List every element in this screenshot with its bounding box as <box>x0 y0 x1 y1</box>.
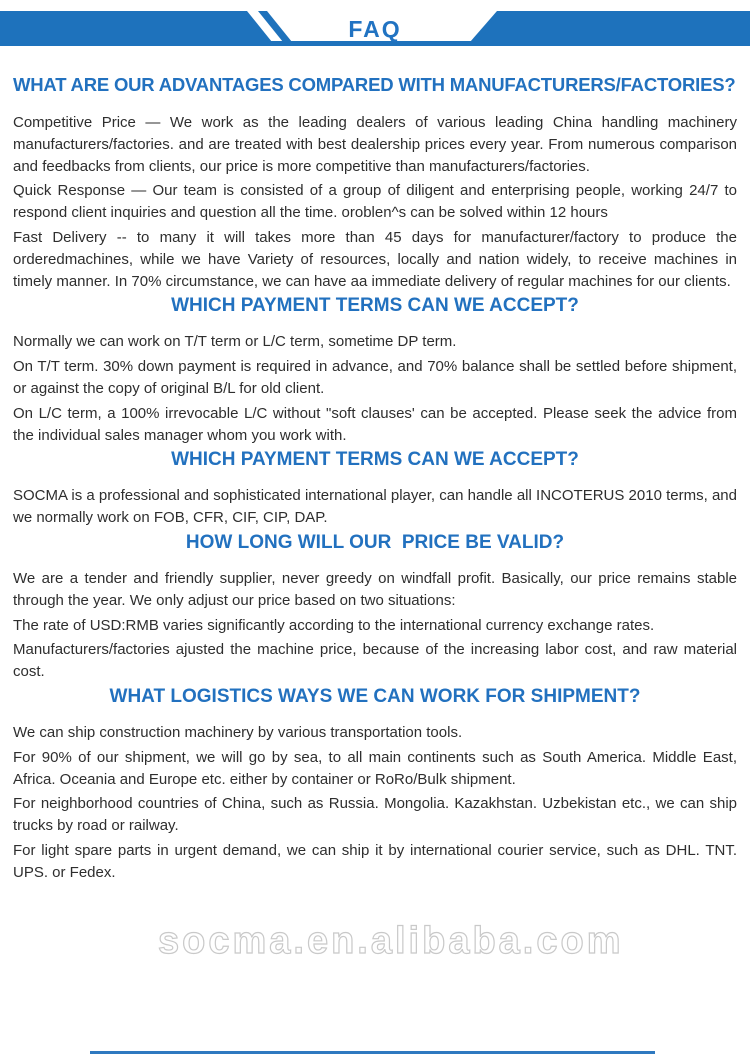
paragraph: Normally we can work on T/T term or L/C term, sometime DP term. <box>13 333 457 351</box>
section-heading-logistics: WHAT LOGISTICS WAYS WE CAN WORK FOR SHIPMENT? <box>109 685 641 707</box>
content <box>13 74 737 887</box>
paragraph: We are a tender and friendly supplier, never greedy on windfall profit. Basically, our price remains stable through the year. We only adjust our price based on two situations: <box>13 569 737 609</box>
paragraph: On L/C term, a 100% irrevocable L/C without "soft clauses' can be accepted. Please seek the advice from the individual sales manager whom you work with. <box>13 404 737 444</box>
paragraph: SOCMA is a professional and sophisticated international player, can handle all INCOTERUS 2010 terms, and we normally work on FOB, CFR, CIF, CIP, DAP. <box>13 487 737 527</box>
paragraph: For 90% of our shipment, we will go by sea, to all main continents such as South America. Middle East, Africa. Oceania and Europe etc. either by container or RoRo/Bulk shipment. <box>13 748 737 788</box>
paragraph: On T/T term. 30% down payment is required in advance, and 70% balance shall be settled before shipment, or against the copy of original B/L for old client. <box>13 358 737 397</box>
paragraph: We can ship construction machinery by various transportation tools. <box>13 723 463 741</box>
paragraph: For neighborhood countries of China, such as Russia. Mongolia. Kazakhstan. Uzbekistan etc., we can ship trucks by road or railway. <box>13 795 737 835</box>
paragraph: Manufacturers/factories ajusted the machine price, because of the increasing labor cost, and raw material cost. <box>13 641 737 681</box>
section-heading-payment-terms-1: WHICH PAYMENT TERMS CAN WE ACCEPT? <box>171 295 579 317</box>
watermark-text: socma.en.alibaba.com <box>158 920 624 962</box>
section-heading-advantages: WHAT ARE OUR ADVANTAGES COMPARED WITH MANUFACTURERS/FACTORIES? <box>13 74 736 95</box>
paragraph: For light spare parts in urgent demand, we can ship it by international courier service, such as DHL. TNT. UPS. or Fedex. <box>13 841 737 881</box>
section-heading-payment-terms-2: WHICH PAYMENT TERMS CAN WE ACCEPT? <box>171 449 579 471</box>
paragraph: The rate of USD:RMB varies significantly according to the international currency exchange rates. <box>13 616 655 634</box>
footer-divider-line <box>90 1051 655 1054</box>
section-heading-price-valid: HOW LONG WILL OUR PRICE BE VALID? <box>185 531 565 553</box>
paragraph: Competitive Price — We work as the leading dealers of various leading China handling machinery manufacturers/factories. and are treated with best dealership prices every year. From numerous comparison and feedbacks from clients, our price is more competitive than manufacturers/factories. <box>13 114 737 175</box>
page-title: FAQ <box>348 16 402 42</box>
paragraph: Fast Delivery -- to many it will takes more than 45 days for manufacturer/factory to produce the orderedmachines, while we have Variety of resources, locally and nation widely, to receive machines in timely manner. In 70% circumstance, we can have aa immediate delivery of regular machines for our clients. <box>13 228 737 290</box>
paragraph: Quick Response — Our team is consisted of a group of diligent and enterprising people, working 24/7 to respond client inquiries and question all the time. oroblen^s can be solved within 12 hours <box>13 182 737 222</box>
